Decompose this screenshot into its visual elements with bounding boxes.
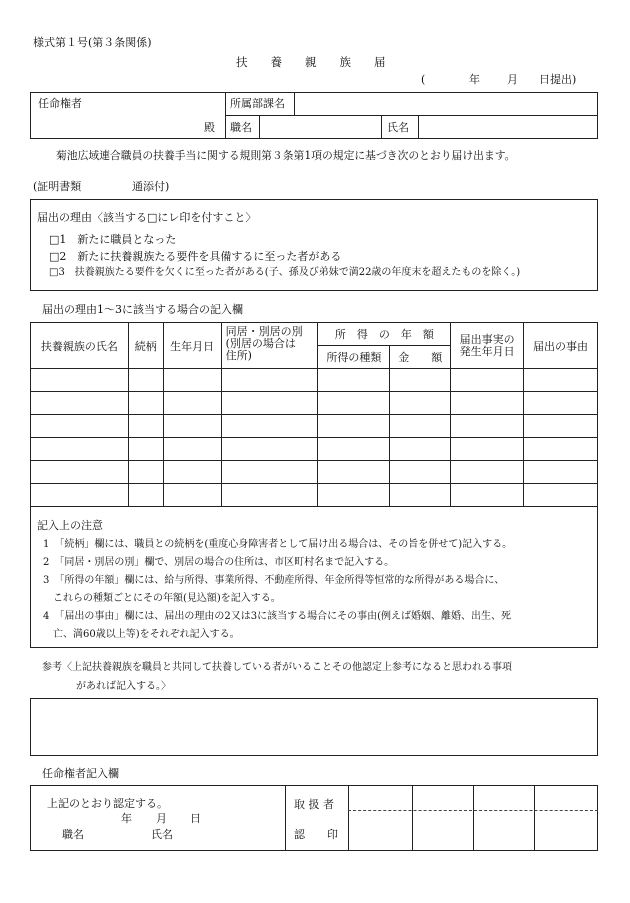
reason-item-1[interactable]: □1 新たに職員となった	[49, 233, 177, 246]
cert-month-label: 月	[156, 812, 167, 825]
note-item-3: 3 「所得の年額」欄には、給与所得、事業所得、不動産所得、年金所得等恒常的な所得がある場合に、	[43, 575, 505, 586]
col-header-relation: 続柄	[128, 323, 163, 369]
dept-field[interactable]	[296, 94, 596, 113]
note-item-2: 2 「同居・別居の別」欄で、別居の場合の住所は、市区町村名まで記入する。	[43, 557, 395, 568]
cert-count: 通添付)	[132, 180, 170, 193]
cert-label: (証明書類	[33, 180, 82, 193]
name-label: 氏名	[387, 121, 409, 134]
intro-text: 菊池広域連合職員の扶養手当に関する規則第３条第1項の規定に基づき次のとおり届け出ます。	[56, 149, 516, 162]
cert-day-label: 日	[190, 812, 201, 825]
note-item-4: 4 「届出の事由」欄には、届出の理由の2又は3に該当する場合にその事由(例えば婚姻、離婚、出生、死	[43, 611, 511, 622]
appointer-section-label: 任命権者記入欄	[42, 767, 119, 780]
dependents-table	[30, 322, 598, 507]
seal-cell-2[interactable]	[414, 787, 472, 849]
col-header-income: 所 得 の 年 額	[318, 323, 451, 346]
name-field[interactable]	[420, 117, 596, 137]
date-month-label: 月	[507, 73, 518, 86]
col-header-name: 扶養親族の氏名	[31, 323, 129, 369]
certify-text: 上記のとおり認定する。	[47, 797, 168, 810]
table-row[interactable]	[31, 369, 598, 392]
post-label: 職名	[230, 121, 252, 134]
col-header-event: 届出の事由	[524, 323, 598, 369]
reasons-heading: 届出の理由〈該当する□にレ印を付すこと〉	[37, 211, 257, 224]
seal-cell-4[interactable]	[536, 787, 596, 849]
date-day-label: 日提出)	[539, 73, 577, 86]
post-field[interactable]	[261, 117, 379, 137]
col-header-residence: 同居・別居の別 (別居の場合は 住所)	[221, 323, 318, 369]
appointer-label: 任命権者	[38, 97, 82, 110]
table-row[interactable]	[31, 392, 598, 415]
reference-text-cont: があれば記入する。〉	[76, 681, 171, 692]
col-header-birth: 生年月日	[163, 323, 221, 369]
reason-item-3[interactable]: □3 扶養親族たる要件を欠くに至った者がある(子、孫及び弟妹で満22歳の年度末を超えたものを除く。)	[49, 267, 521, 278]
cert-post-label: 職名	[62, 828, 84, 841]
reason-item-2[interactable]: □2 新たに扶養親族たる要件を具備するに至った者がある	[49, 250, 342, 263]
notes-heading: 記入上の注意	[37, 519, 103, 532]
cert-year-label: 年	[121, 812, 132, 825]
reference-text: 参考〈上記扶養親族を職員と共同して扶養している者がいることその他認定上参考になると思われる事項	[42, 662, 512, 673]
form-number: 様式第１号(第３条関係)	[33, 36, 152, 49]
note-item-3-cont: これらの種類ごとにその年額(見込額)を記入する。	[43, 593, 281, 604]
col-header-event-date: 届出事実の 発生年月日	[451, 323, 524, 369]
seal-cell-3[interactable]	[475, 787, 533, 849]
form-title: 扶 養 親 族 届	[236, 55, 386, 69]
seal-label: 認 印	[294, 828, 338, 841]
handler-label: 取 扱 者	[294, 798, 334, 811]
table-row[interactable]	[31, 461, 598, 484]
table-row[interactable]	[31, 484, 598, 507]
table-row[interactable]	[31, 415, 598, 438]
date-open: (	[421, 73, 426, 86]
note-item-1: 1 「続柄」欄には、職員との続柄を(重度心身障害者として届け出る場合は、その旨を併せて)記入する。	[43, 539, 513, 550]
date-year-label: 年	[469, 73, 480, 86]
note-item-4-cont: 亡、満60歳以上等)をそれぞれ記入する。	[43, 629, 240, 640]
col-header-amount: 金 額	[390, 346, 451, 369]
reference-field[interactable]	[30, 698, 598, 756]
cert-name-label: 氏名	[151, 828, 173, 841]
table-row[interactable]	[31, 438, 598, 461]
honorific-label: 殿	[204, 121, 215, 134]
table-section-label: 届出の理由1～3に該当する場合の記入欄	[42, 303, 243, 316]
seal-cell-1[interactable]	[350, 787, 411, 849]
dept-label: 所属部課名	[230, 97, 285, 110]
col-header-income-type: 所得の種類	[318, 346, 390, 369]
